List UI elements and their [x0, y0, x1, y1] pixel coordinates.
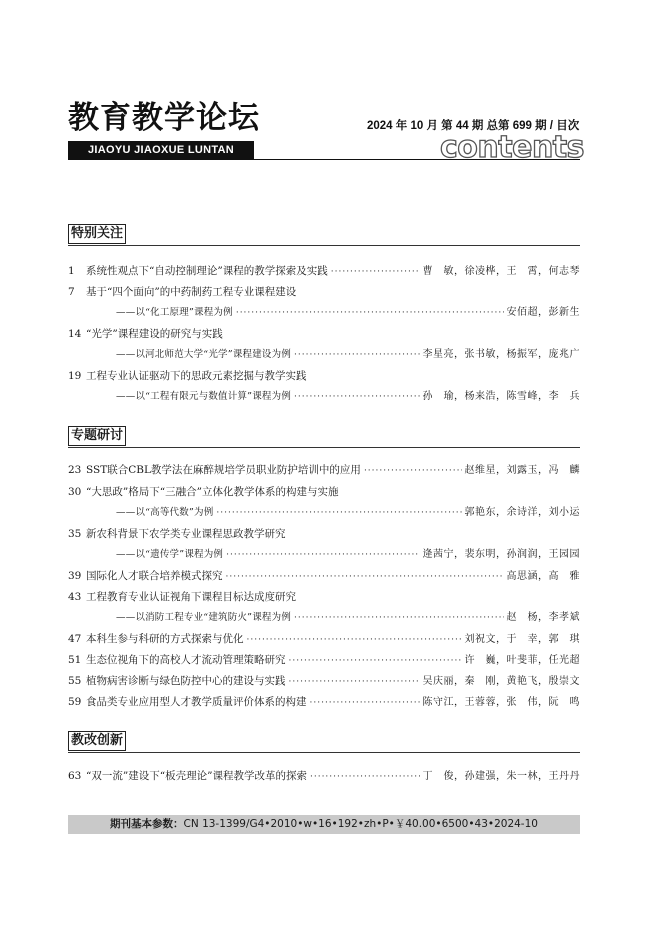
leader-dots — [310, 769, 420, 785]
leader-dots — [289, 653, 462, 669]
article-title: 本科生参与科研的方式探索与优化 — [86, 633, 244, 645]
toc-entry-subtitle[interactable] — [68, 389, 580, 405]
article-subtitle: ——以河北师范大学“光学”课程建设为例 — [116, 349, 292, 360]
page-number: 7 — [68, 286, 75, 298]
page-number: 43 — [68, 591, 82, 603]
params-label: 期刊基本参数： — [110, 818, 184, 830]
article-title: 工程专业认证驱动下的思政元素挖掘与教学实践 — [86, 370, 307, 382]
article-subtitle: ——以“遗传学”课程为例 — [116, 549, 224, 560]
toc-entry[interactable] — [68, 484, 580, 500]
page-number: 59 — [68, 696, 82, 708]
article-title: 国际化人才联合培养模式探究 — [86, 570, 223, 582]
toc-entry[interactable] — [68, 589, 580, 605]
article-subtitle: ——以“工程有限元与数值计算”课程为例 — [116, 391, 292, 402]
page-number: 19 — [68, 370, 82, 382]
article-authors: 高思涵，高 雅 — [506, 571, 580, 582]
section-title: 特别关注 — [68, 224, 126, 244]
article-authors: 孙 瑜，杨来浩，陈雪峰，李 兵 — [422, 391, 580, 402]
toc-entry[interactable] — [68, 368, 580, 384]
leader-dots — [226, 547, 419, 563]
article-title: “双一流”建设下“板壳理论”课程教学改革的探索 — [86, 770, 307, 782]
leader-dots — [294, 389, 419, 405]
toc-entry-subtitle[interactable] — [68, 505, 580, 521]
toc-entry[interactable] — [68, 652, 580, 668]
article-title: 食品类专业应用型人才教学质量评价体系的构建 — [86, 696, 307, 708]
toc-entry[interactable] — [68, 284, 580, 300]
article-authors: 赵 杨，李孝斌 — [506, 612, 580, 623]
toc-entry-subtitle[interactable] — [68, 610, 580, 626]
toc-entry[interactable] — [68, 526, 580, 542]
toc-entry-subtitle[interactable] — [68, 347, 580, 363]
article-authors: 许 巍，叶斐菲，任光超 — [464, 655, 580, 666]
contents-wordmark: contents — [440, 130, 584, 165]
leader-dots — [294, 610, 503, 626]
leader-dots — [364, 463, 462, 479]
article-title: “大思政”格局下“三融合”立体化教学体系的构建与实施 — [86, 486, 339, 498]
leader-dots — [331, 264, 420, 280]
journal-title: 教育教学论坛 — [68, 100, 260, 136]
toc-entry-subtitle[interactable] — [68, 305, 580, 321]
page-number: 35 — [68, 528, 82, 540]
leader-dots — [310, 695, 420, 711]
leader-dots — [294, 347, 419, 363]
article-subtitle: ——以消防工程专业“建筑防火”课程为例 — [116, 612, 292, 623]
article-authors: 郭艳东，余诗洋，刘小运 — [464, 507, 580, 518]
section-divider — [68, 245, 580, 246]
article-subtitle: ——以“高等代数”为例 — [116, 507, 214, 518]
page-number: 55 — [68, 675, 82, 687]
leader-dots — [216, 505, 461, 521]
page-number: 1 — [68, 265, 75, 277]
article-authors: 丁 俊，孙建强，朱一林，王丹丹 — [422, 771, 580, 782]
article-authors: 安佰超，彭新生 — [506, 307, 580, 318]
article-authors: 李星亮，张书敏，杨振军，庞兆广 — [422, 349, 580, 360]
leader-dots — [226, 569, 504, 585]
section-title: 专题研讨 — [68, 426, 126, 446]
article-authors: 曹 敏，徐凌桦，王 霄，何志琴 — [422, 266, 580, 277]
page-number: 47 — [68, 633, 82, 645]
toc-entry[interactable] — [68, 568, 580, 584]
article-title: 工程教育专业认证视角下课程目标达成度研究 — [86, 591, 296, 603]
leader-dots — [236, 305, 504, 321]
article-title: 基于“四个面向”的中药制药工程专业课程建设 — [86, 286, 297, 298]
article-subtitle: ——以“化工原理”课程为例 — [116, 307, 233, 318]
section-divider — [68, 447, 580, 448]
article-title: 新农科背景下农学类专业课程思政教学研究 — [86, 528, 286, 540]
page-number: 23 — [68, 464, 82, 476]
params-value: CN 13-1399/G4•2010•w•16•192•zh•P•￥40.00•6500•43•2024-10 — [183, 818, 538, 830]
toc-entry[interactable] — [68, 263, 580, 279]
toc-entry[interactable] — [68, 631, 580, 647]
article-authors: 吴庆丽，秦 刚，黄艳飞，殷崇文 — [422, 676, 580, 687]
toc-entry[interactable] — [68, 768, 580, 784]
journal-parameters-bar — [68, 815, 580, 834]
article-title: 植物病害诊断与绿色防控中心的建设与实践 — [86, 675, 286, 687]
toc-entry-subtitle[interactable] — [68, 547, 580, 563]
page-number: 39 — [68, 570, 82, 582]
leader-dots — [289, 674, 420, 690]
toc-entry[interactable] — [68, 694, 580, 710]
toc-entry[interactable] — [68, 326, 580, 342]
toc-entry[interactable] — [68, 462, 580, 478]
page-number: 30 — [68, 486, 82, 498]
article-authors: 逄茜宁，裴东明，孙润润，王园园 — [422, 549, 580, 560]
section-divider — [68, 752, 580, 753]
page-number: 51 — [68, 654, 82, 666]
page-number: 63 — [68, 770, 82, 782]
page-number: 14 — [68, 328, 82, 340]
toc-entry[interactable] — [68, 673, 580, 689]
article-authors: 赵维星，刘露玉，冯 麟 — [464, 465, 580, 476]
article-title: SST联合CBL教学法在麻醉规培学员职业防护培训中的应用 — [86, 464, 361, 476]
article-title: 生态位视角下的高校人才流动管理策略研究 — [86, 654, 286, 666]
article-title: “光学”课程建设的研究与实践 — [86, 328, 223, 340]
issue-info: 2024 年 10 月 第 44 期 总第 699 期 / 目次 — [367, 120, 580, 132]
journal-pinyin-title: JIAOYU JIAOXUE LUNTAN — [68, 141, 254, 160]
article-authors: 陈守江，王蓉蓉，张 伟，阮 鸣 — [422, 697, 580, 708]
leader-dots — [247, 632, 462, 648]
article-title: 系统性观点下“自动控制理论”课程的教学探索及实践 — [86, 265, 328, 277]
article-authors: 刘祝文，于 幸，郭 琪 — [464, 634, 580, 645]
section-title: 教改创新 — [68, 731, 126, 751]
